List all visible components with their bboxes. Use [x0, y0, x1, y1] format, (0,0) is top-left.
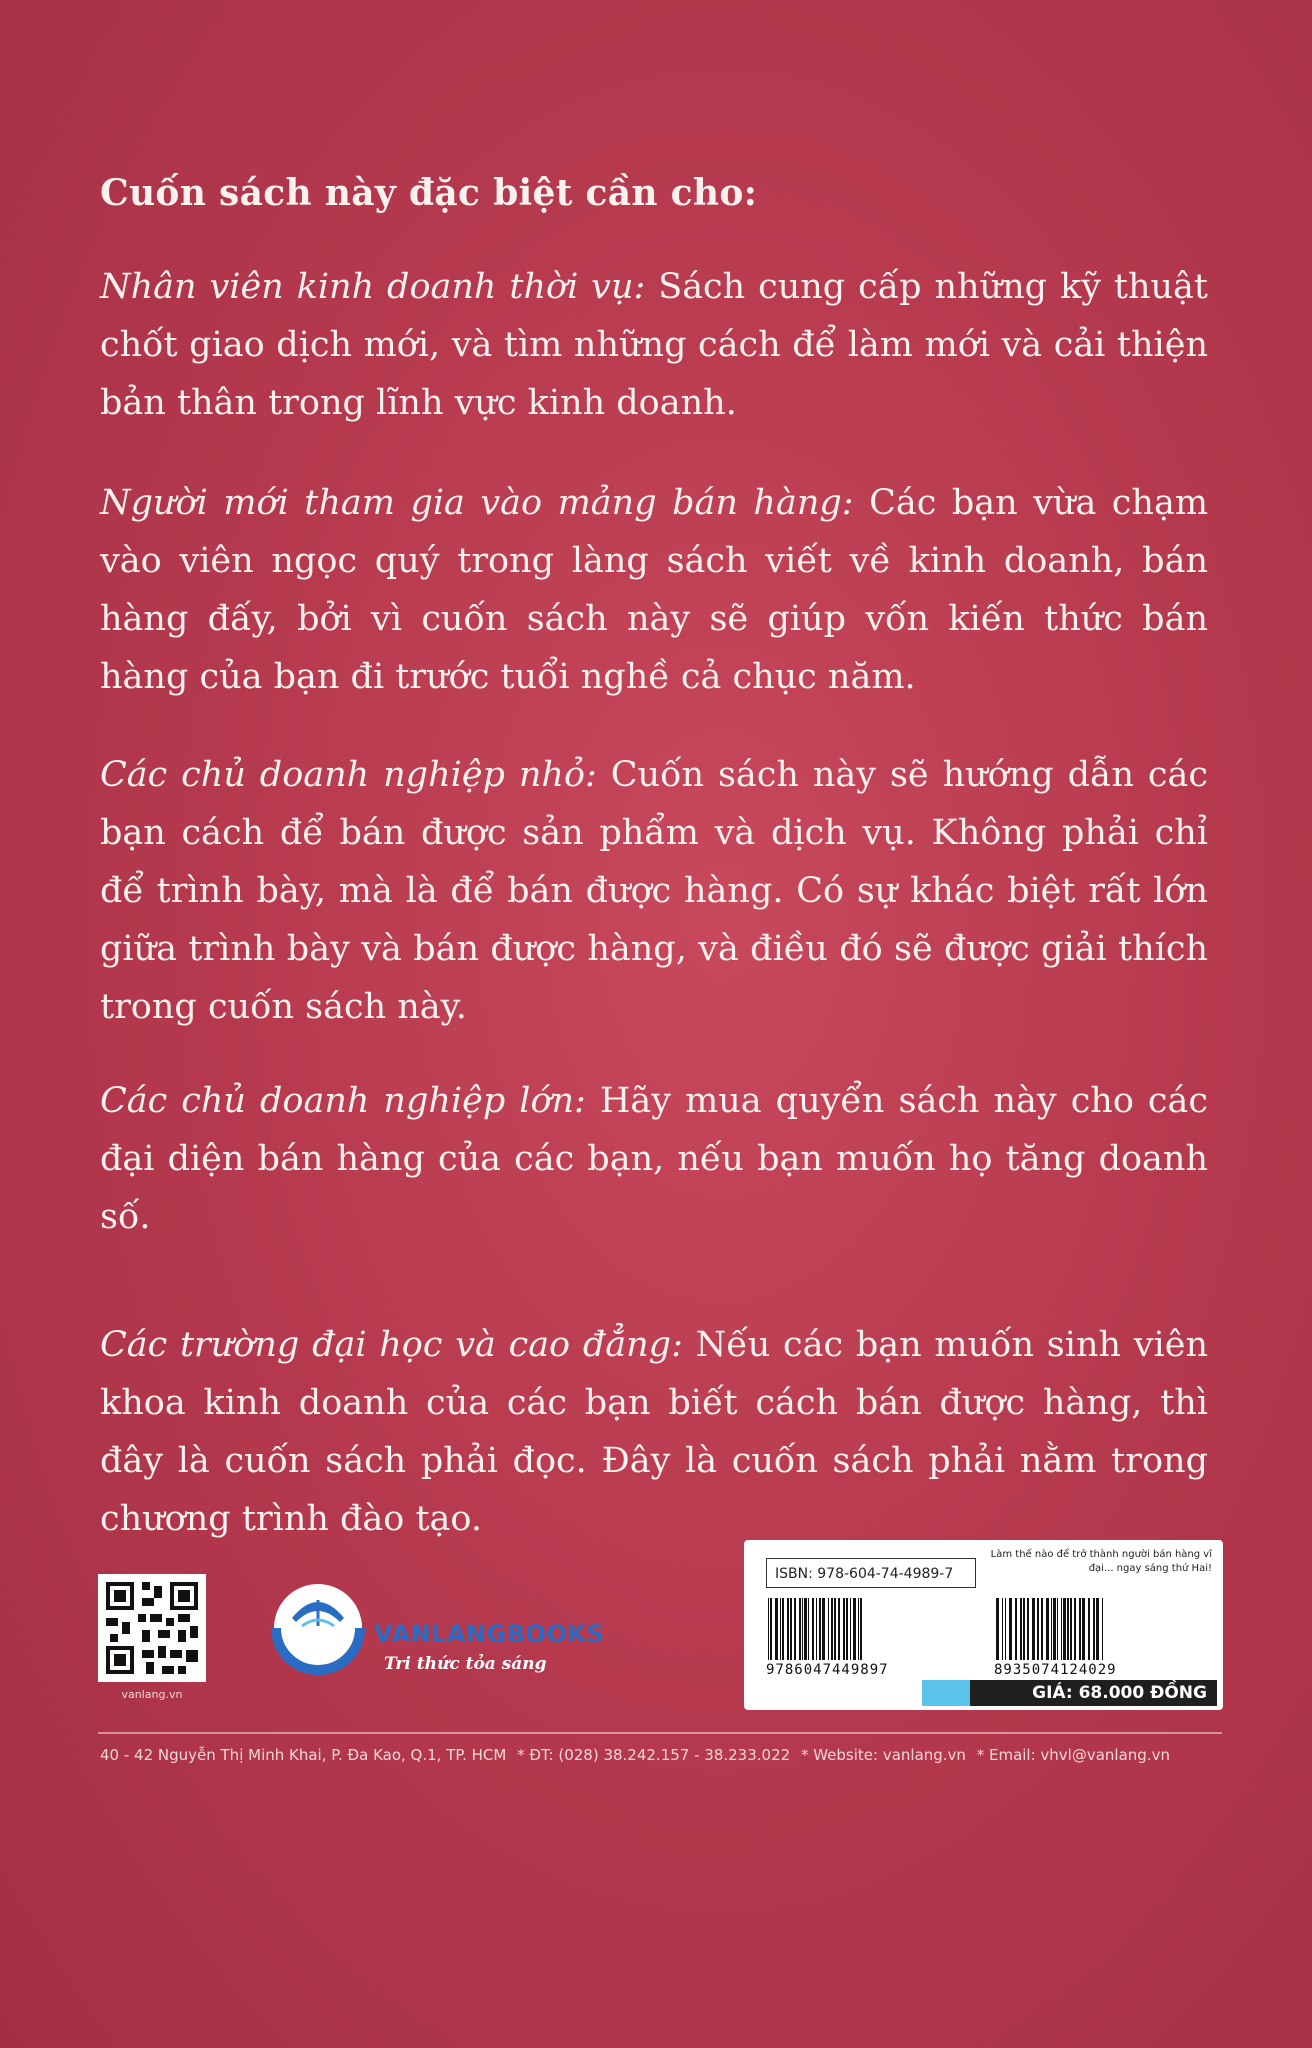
barcode-bar — [1032, 1598, 1035, 1660]
barcode-bar — [1002, 1598, 1003, 1660]
audience-lead: Các chủ doanh nghiệp nhỏ: — [100, 755, 597, 795]
barcode-bar — [768, 1598, 769, 1660]
audience-text: Hãy mua quyển sách này cho các đại diện bán hàng của các bạn, nếu bạn muốn họ tăng doanh số. — [100, 1081, 1209, 1237]
barcode-bar — [1096, 1598, 1099, 1660]
audience-paragraph — [100, 258, 1208, 432]
audience-paragraph — [100, 1316, 1208, 1548]
barcode-bar — [1046, 1598, 1049, 1660]
barcode-bar — [838, 1598, 840, 1660]
isbn-barcode-number: 9786047449897 — [766, 1662, 889, 1678]
barcode-bar — [996, 1598, 999, 1660]
barcode-bar — [860, 1598, 862, 1660]
audience-paragraph — [100, 474, 1208, 706]
barcode-bar — [819, 1598, 821, 1660]
audience-text: Cuốn sách này sẽ hướng dẫn các bạn cách để bán được sản phẩm và dịch vụ. Không phải chỉ để trình bày, mà là để bán được hàng. Có sự khác biệt rất lớn giữa trình bày và bán được hàng, và điều đó sẽ được giải thích trong cuốn sách này. — [100, 755, 1208, 1027]
barcode-bar — [1009, 1598, 1012, 1660]
audience-lead: Người mới tham gia vào mảng bán hàng: — [100, 483, 854, 523]
footer-email[interactable]: * Email: vhvl@vanlang.vn — [976, 1746, 1170, 1764]
barcode-bar — [790, 1598, 792, 1660]
qr-code[interactable] — [98, 1574, 206, 1682]
barcode-bar — [808, 1598, 809, 1660]
barcode-bar — [1051, 1598, 1052, 1660]
ean-barcode-number: 8935074124029 — [994, 1662, 1117, 1678]
brand-part-b: BOOKS — [506, 1620, 605, 1648]
barcode-bar — [812, 1598, 814, 1660]
audience-paragraph — [100, 1072, 1208, 1246]
barcode-bar — [1053, 1598, 1056, 1660]
publisher-brand — [374, 1620, 604, 1648]
barcode-bar — [794, 1598, 796, 1660]
audience-text: Sách cung cấp những kỹ thuật chốt giao dịch mới, và tìm những cách để làm mới và cải thiện bản thân trong lĩnh vực kinh doanh. — [100, 267, 1208, 423]
barcode-bar — [858, 1598, 859, 1660]
barcode-bar — [770, 1598, 772, 1660]
barcode-bar — [799, 1598, 801, 1660]
barcode-bar — [853, 1598, 856, 1660]
barcode-bar — [780, 1598, 781, 1660]
barcode-bar — [843, 1598, 845, 1660]
barcode-bar — [1070, 1598, 1072, 1660]
price-label: GIÁ: 68.000 ĐỒNG — [970, 1680, 1217, 1706]
footer-website[interactable]: * Website: vanlang.vn — [800, 1746, 966, 1764]
book-title-small: Làm thế nào để trở thành người bán hàng vĩ đại... ngay sáng thứ Hai! — [990, 1549, 1212, 1574]
audience-paragraph — [100, 746, 1208, 1036]
barcode-bar — [1037, 1598, 1039, 1660]
audience-lead: Các chủ doanh nghiệp lớn: — [100, 1081, 586, 1121]
barcode-bar — [1102, 1598, 1103, 1660]
barcode-bar — [775, 1598, 778, 1660]
barcode-bar — [1093, 1598, 1095, 1660]
barcode-bar — [816, 1598, 817, 1660]
publisher-logo — [262, 1566, 682, 1716]
barcode-bar — [1079, 1598, 1081, 1660]
barcode-panel — [744, 1540, 1223, 1710]
barcode-bar — [1074, 1598, 1076, 1660]
barcode-bar — [831, 1598, 833, 1660]
barcode-bar — [1041, 1598, 1043, 1660]
barcode-bar — [802, 1598, 803, 1660]
ean-barcode — [994, 1598, 1214, 1660]
barcode-bar — [846, 1598, 848, 1660]
vanlang-emblem-icon — [262, 1566, 382, 1696]
barcode-bar — [782, 1598, 784, 1660]
barcode-bar — [1088, 1598, 1090, 1660]
barcode-bar — [834, 1598, 836, 1660]
footer-divider — [98, 1732, 1222, 1734]
barcode-bar — [1061, 1598, 1062, 1660]
publisher-footer — [100, 1746, 1224, 1764]
barcode-bar — [804, 1598, 807, 1660]
audience-lead: Nhân viên kinh doanh thời vụ: — [100, 267, 646, 307]
brand-part-a: VANLANG — [374, 1620, 507, 1648]
barcode-bar — [1082, 1598, 1085, 1660]
footer-address: 40 - 42 Nguyễn Thị Minh Khai, P. Đa Kao, Q.1, TP. HCM — [100, 1746, 507, 1764]
barcode-bar — [1020, 1598, 1022, 1660]
barcode-bar — [1057, 1598, 1058, 1660]
footer-phone: * ĐT: (028) 38.242.157 - 38.233.022 — [517, 1746, 791, 1764]
barcode-bar — [1005, 1598, 1006, 1660]
barcode-bar — [1015, 1598, 1017, 1660]
qr-code-icon — [98, 1574, 206, 1682]
barcode-bar — [850, 1598, 851, 1660]
price-accent — [922, 1680, 970, 1706]
barcode-bar — [828, 1598, 829, 1660]
intro-heading: Cuốn sách này đặc biệt cần cho: — [100, 172, 758, 214]
audience-text: Nếu các bạn muốn sinh viên khoa kinh doanh của các bạn biết cách bán được hàng, thì đây là cuốn sách phải đọc. Đây là cuốn sách phải nằm trong chương trình đào tạo. — [100, 1325, 1208, 1539]
audience-lead: Các trường đại học và cao đẳng: — [100, 1325, 683, 1365]
barcode-bar — [787, 1598, 789, 1660]
barcode-bar — [822, 1598, 825, 1660]
publisher-tagline: Tri thức tỏa sáng — [384, 1654, 547, 1674]
barcode-bar — [1067, 1598, 1069, 1660]
barcode-bar — [1027, 1598, 1029, 1660]
audience-text: Các bạn vừa chạm vào viên ngọc quý trong làng sách viết về kinh doanh, bán hàng đấy, bởi vì cuốn sách này sẽ giúp vốn kiến thức bán hàng của bạn đi trước tuổi nghề cả chục năm. — [100, 483, 1209, 697]
isbn-label: ISBN: 978-604-74-4989-7 — [766, 1558, 976, 1588]
barcode-bar — [1023, 1598, 1025, 1660]
isbn-barcode — [766, 1598, 976, 1660]
barcode-bar — [1063, 1598, 1066, 1660]
qr-caption: vanlang.vn — [121, 1688, 183, 1701]
